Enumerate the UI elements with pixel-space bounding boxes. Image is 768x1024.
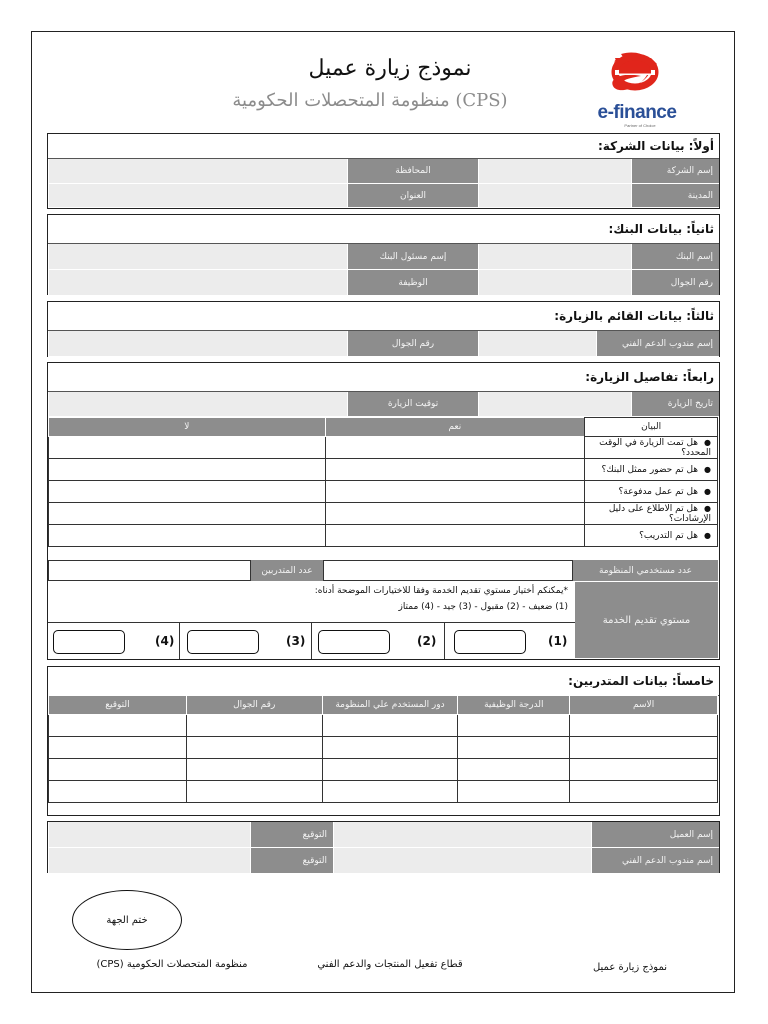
company-name-label: إسم الشركة	[632, 159, 719, 183]
system-users-label: عدد مستخدمي المنظومة	[573, 560, 718, 581]
trainees-count-field[interactable]	[48, 560, 251, 581]
footer-form-name: نموذج زيارة عميل	[592, 962, 668, 973]
company-section	[47, 133, 720, 209]
no-cell[interactable]	[49, 459, 326, 481]
bank-section	[47, 214, 720, 295]
trainees-heading: خامساً: بيانات المتدربين:	[48, 667, 719, 696]
bank-officer-field[interactable]	[48, 244, 348, 269]
table-row	[49, 503, 718, 525]
client-name-label: إسم العميل	[592, 822, 719, 847]
yes-cell[interactable]	[325, 525, 585, 547]
col-mobile: رقم الجوال	[186, 696, 322, 715]
visitor-section	[47, 301, 720, 357]
form-subtitle: منظومة المتحصلات الحكومية (CPS)	[232, 90, 508, 111]
table-row	[49, 781, 718, 803]
client-name-field[interactable]	[333, 822, 592, 847]
visit-time-field[interactable]	[48, 392, 348, 416]
table-row	[49, 737, 718, 759]
company-name-field[interactable]	[478, 159, 632, 183]
bank-job-label: الوظيفة	[348, 270, 478, 295]
client-signature-field[interactable]	[48, 822, 251, 847]
trainees-section	[47, 666, 720, 816]
yes-cell[interactable]	[325, 481, 585, 503]
service-level-note: *يمكنكم أختيار مستوي تقديم الخدمة وفقا للاختيارات الموضحة أدناه:	[314, 586, 568, 596]
footer-department: قطاع تفعيل المنتجات والدعم الفني	[317, 959, 463, 970]
support-rep-sign-name-label: إسم مندوب الدعم الفني	[592, 848, 719, 873]
col-user-role: دور المستخدم علي المنظومة	[322, 696, 458, 715]
no-cell[interactable]	[49, 503, 326, 525]
col-statement: البيان	[585, 418, 718, 437]
question-cell: ●هل تم عمل مدفوعة؟	[585, 481, 718, 503]
no-cell[interactable]	[49, 525, 326, 547]
question-cell: ●هل تم التدريب؟	[585, 525, 718, 547]
city-field[interactable]	[478, 184, 632, 207]
question-cell: ●هل تم الاطلاع على دليل الإرشادات؟	[585, 503, 718, 525]
governorate-label: المحافظة	[348, 159, 478, 183]
table-row	[49, 481, 718, 503]
city-label: المدينة	[632, 184, 719, 207]
rating-2-box[interactable]	[318, 630, 390, 654]
yes-cell[interactable]	[325, 459, 585, 481]
visit-time-label: توقيت الزيارة	[348, 392, 478, 416]
service-level-label: مستوي تقديم الخدمة	[575, 582, 718, 658]
rating-4-box[interactable]	[53, 630, 125, 654]
visit-section	[47, 362, 720, 660]
support-rep-sign-name-field[interactable]	[333, 848, 592, 873]
bank-job-field[interactable]	[48, 270, 348, 295]
support-rep-field[interactable]	[478, 331, 597, 356]
visit-heading: رابعاً: تفاصيل الزيارة:	[48, 363, 719, 392]
trainees-table	[48, 695, 718, 803]
bank-heading: ثانياً: بيانات البنك:	[48, 215, 719, 244]
col-job-grade: الدرجة الوظيفية	[458, 696, 570, 715]
support-rep-label: إسم مندوب الدعم الفني	[597, 331, 719, 356]
rating-1-label: (1)	[548, 634, 568, 648]
address-label: العنوان	[348, 184, 478, 207]
signatures-section	[47, 821, 720, 873]
service-level-options: (1) ضعيف - (2) مقبول - (3) جيد - (4) ممتاز	[398, 602, 568, 612]
col-no: لا	[49, 418, 326, 437]
question-cell: ●هل تمت الزيارة في الوقت المحدد؟	[585, 437, 718, 459]
form-title: نموذج زيارة عميل	[308, 56, 472, 81]
visit-checklist-table	[48, 417, 718, 547]
bank-name-field[interactable]	[478, 244, 632, 269]
rating-3-label: (3)	[286, 634, 306, 648]
table-row	[49, 715, 718, 737]
efinance-logo	[585, 50, 685, 128]
rating-4-label: (4)	[155, 634, 175, 648]
trainees-count-label: عدد المتدربين	[251, 560, 323, 581]
logo-tagline: Partner of Choice	[624, 123, 656, 128]
visitor-heading: ثالثاً: بيانات القائم بالزيارة:	[48, 302, 719, 331]
stamp-circle	[72, 890, 182, 950]
company-heading: أولاً: بيانات الشركة:	[48, 134, 719, 159]
footer-system-name: منظومة المتحصلات الحكومية (CPS)	[96, 959, 248, 970]
no-cell[interactable]	[49, 437, 326, 459]
rating-strip	[48, 622, 575, 658]
stamp-label: ختم الجهة	[106, 914, 148, 926]
rating-1-box[interactable]	[454, 630, 526, 654]
yes-cell[interactable]	[325, 437, 585, 459]
governorate-field[interactable]	[48, 159, 348, 183]
visitor-mobile-field[interactable]	[48, 331, 348, 356]
bank-officer-label: إسم مسئول البنك	[348, 244, 478, 269]
table-row	[49, 759, 718, 781]
rating-2-label: (2)	[417, 634, 437, 648]
table-row	[49, 459, 718, 481]
rating-3-box[interactable]	[187, 630, 259, 654]
visit-date-label: تاريخ الزيارة	[632, 392, 719, 416]
table-row	[49, 437, 718, 459]
rep-signature-field[interactable]	[48, 848, 251, 873]
bank-mobile-label: رقم الجوال	[632, 270, 719, 295]
logo-wordmark: e-finance	[597, 102, 677, 123]
client-signature-label: التوقيع	[251, 822, 333, 847]
visit-date-field[interactable]	[478, 392, 632, 416]
address-field[interactable]	[48, 184, 348, 207]
system-users-field[interactable]	[323, 560, 573, 581]
table-row	[49, 525, 718, 547]
bank-mobile-field[interactable]	[478, 270, 632, 295]
yes-cell[interactable]	[325, 503, 585, 525]
no-cell[interactable]	[49, 481, 326, 503]
question-cell: ●هل تم حضور ممثل البنك؟	[585, 459, 718, 481]
rep-signature-label: التوقيع	[251, 848, 333, 873]
bank-name-label: إسم البنك	[632, 244, 719, 269]
visitor-mobile-label: رقم الجوال	[348, 331, 478, 356]
col-name: الاسم	[570, 696, 718, 715]
col-signature: التوقيع	[49, 696, 187, 715]
col-yes: نعم	[325, 418, 585, 437]
